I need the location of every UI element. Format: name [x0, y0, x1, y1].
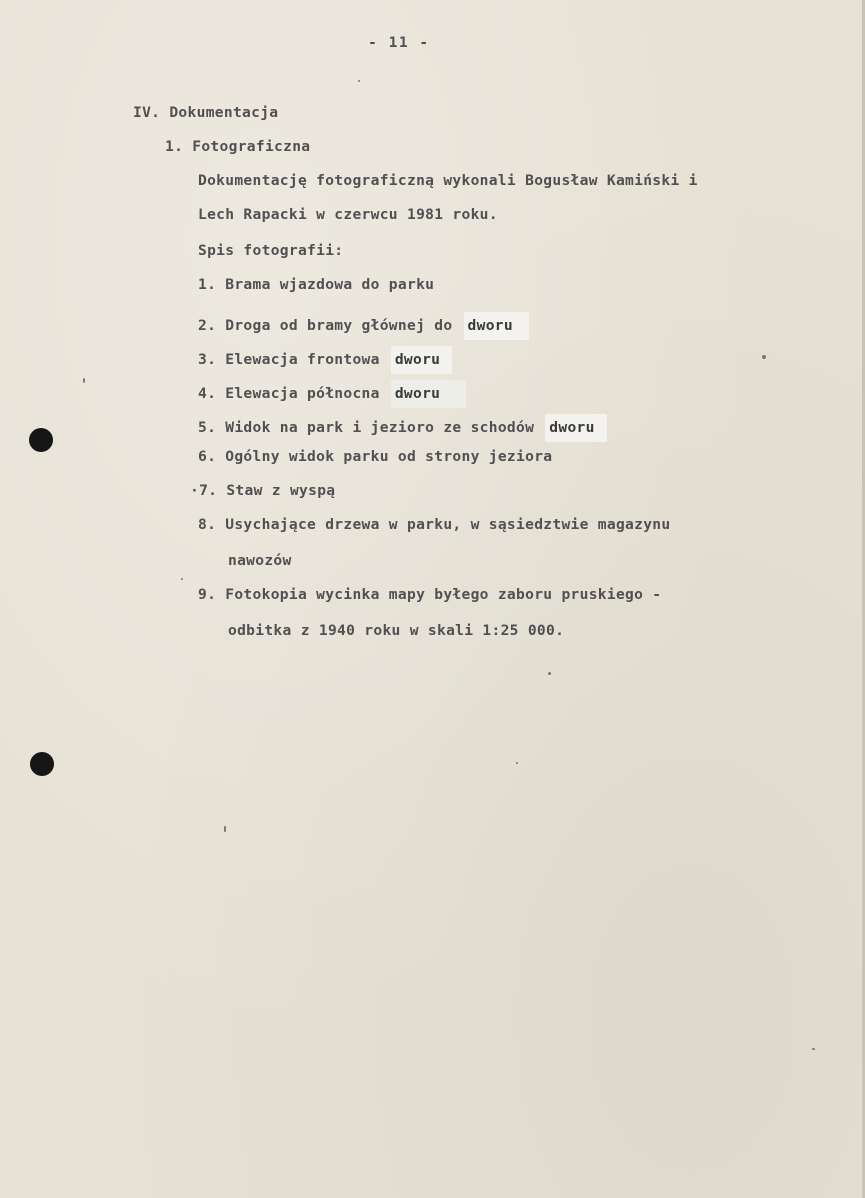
paper-speck	[548, 672, 551, 675]
list-item	[198, 586, 661, 604]
list-item-text: 5. Widok na park i jezioro ze schodów	[198, 419, 535, 436]
list-item-text: 4. Elewacja północna	[198, 385, 380, 402]
list-item-text: 8. Usychające drzewa w parku, w sąsiedztwie magazynu	[198, 516, 671, 533]
list-item	[198, 414, 607, 442]
paper-speck	[358, 80, 360, 82]
list-item	[190, 482, 335, 500]
paper-speck	[516, 762, 518, 764]
paper-speck	[83, 378, 85, 383]
list-item-text: 6. Ogólny widok parku od strony jeziora	[198, 448, 553, 465]
correction-patch: dworu	[545, 414, 606, 442]
list-item	[198, 276, 434, 294]
paper-speck	[224, 826, 226, 832]
list-item-continuation: odbitka z 1940 roku w skali 1:25 000.	[228, 622, 565, 639]
correction-patch: dworu	[391, 346, 452, 374]
paragraph-line: Dokumentację fotograficzną wykonali Bogusław Kamiński i	[198, 172, 698, 189]
punch-hole-top	[29, 428, 53, 452]
list-item-text: 1. Brama wjazdowa do parku	[198, 276, 435, 293]
list-item-text: 3. Elewacja frontowa	[198, 351, 380, 368]
list-heading: Spis fotografii:	[198, 242, 344, 259]
list-item	[198, 312, 529, 340]
list-item-text: ·7. Staw z wyspą	[190, 482, 336, 499]
paper-speck	[812, 1048, 815, 1050]
list-item	[198, 516, 670, 534]
section-title: IV. Dokumentacja	[133, 104, 279, 121]
list-item	[198, 380, 466, 408]
list-item-text: 2. Droga od bramy głównej do	[198, 317, 453, 334]
list-item	[198, 346, 452, 374]
correction-patch: dworu	[391, 380, 466, 408]
page-number: - 11 -	[368, 34, 430, 51]
punch-hole-bottom	[30, 752, 54, 776]
paragraph-line: Lech Rapacki w czerwcu 1981 roku.	[198, 206, 498, 223]
subsection-title: 1. Fotograficzna	[165, 138, 311, 155]
list-item	[198, 448, 552, 466]
correction-patch: dworu	[464, 312, 529, 340]
paper-speck	[181, 578, 183, 580]
paper-speck	[762, 355, 766, 359]
list-item-text: 9. Fotokopia wycinka mapy byłego zaboru pruskiego -	[198, 586, 662, 603]
list-item-continuation: nawozów	[228, 552, 292, 569]
